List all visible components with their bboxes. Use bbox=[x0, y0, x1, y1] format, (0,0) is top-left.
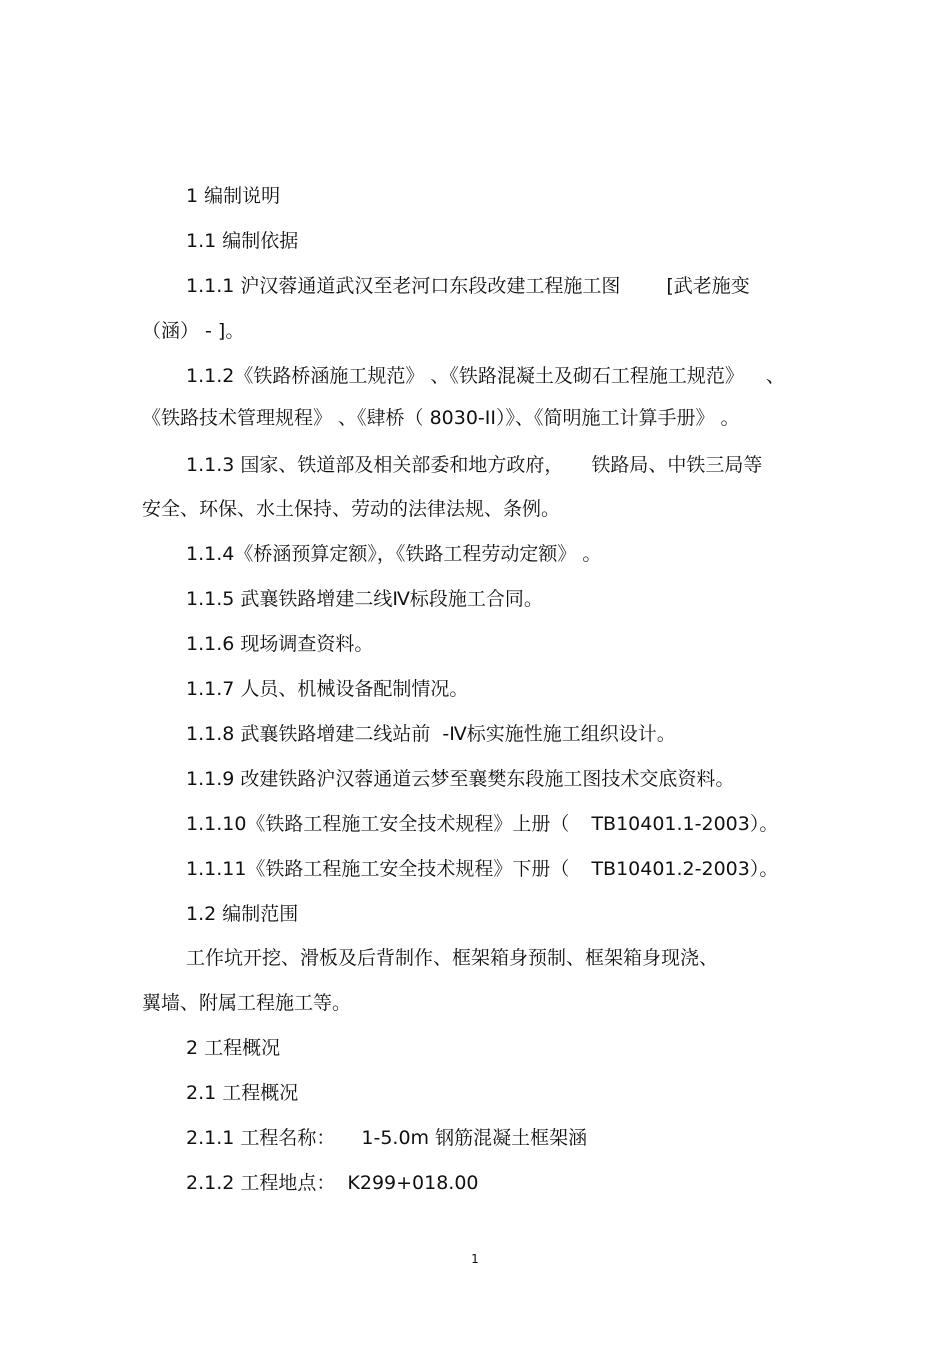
paragraph-1-1-11: 1.1.11《铁路工程施工安全技术规程》下册（ TB10401.2-2003）。 bbox=[186, 858, 779, 880]
paragraph-1-1-1-line-1: 1.1.1 沪汉蓉通道武汉至老河口东段改建工程施工图 [武老施变 bbox=[186, 275, 750, 297]
paragraph-2-1-2: 2.1.2 工程地点： K299+018.00 bbox=[186, 1172, 479, 1194]
paragraph-1-1-2-line-1: 1.1.2《铁路桥涵施工规范》 、《铁路混凝土及砌石工程施工规范》 、 bbox=[186, 365, 785, 387]
scope-paragraph-line-1: 工作坑开挖、滑板及后背制作、框架箱身预制、框架箱身现浇、 bbox=[186, 947, 719, 969]
section-heading-1-1: 1.1 编制依据 bbox=[186, 230, 299, 252]
paragraph-1-1-10: 1.1.10《铁路工程施工安全技术规程》上册（ TB10401.1-2003）。 bbox=[186, 813, 779, 835]
paragraph-1-1-1-line-2: （涵） - ]。 bbox=[142, 320, 245, 342]
paragraph-1-1-4: 1.1.4《桥涵预算定额》，《铁路工程劳动定额》 。 bbox=[186, 543, 602, 565]
paragraph-1-1-7: 1.1.7 人员、机械设备配制情况。 bbox=[186, 678, 469, 700]
section-heading-2-1: 2.1 工程概况 bbox=[186, 1082, 299, 1104]
paragraph-2-1-1: 2.1.1 工程名称： 1-5.0m 钢筋混凝土框架涵 bbox=[186, 1127, 588, 1149]
paragraph-1-1-3-line-1: 1.1.3 国家、铁道部及相关部委和地方政府， 铁路局、中铁三局等 bbox=[186, 454, 763, 476]
scope-paragraph-line-2: 翼墙、附属工程施工等。 bbox=[142, 992, 352, 1014]
paragraph-1-1-6: 1.1.6 现场调查资料。 bbox=[186, 633, 374, 655]
paragraph-1-1-2-line-2: 《铁路技术管理规程》 、《肆桥（ 8030-II）》、《简明施工计算手册》 。 bbox=[142, 407, 740, 429]
paragraph-1-1-5: 1.1.5 武襄铁路增建二线Ⅳ标段施工合同。 bbox=[186, 588, 543, 610]
paragraph-1-1-9: 1.1.9 改建铁路沪汉蓉通道云梦至襄樊东段施工图技术交底资料。 bbox=[186, 768, 735, 790]
section-heading-1-2: 1.2 编制范围 bbox=[186, 903, 299, 925]
paragraph-1-1-8: 1.1.8 武襄铁路增建二线站前 -Ⅳ标实施性施工组织设计。 bbox=[186, 723, 676, 745]
paragraph-1-1-3-line-2: 安全、环保、水土保持、劳动的法律法规、条例。 bbox=[142, 498, 561, 520]
section-heading-2: 2 工程概况 bbox=[186, 1037, 281, 1059]
section-heading-1: 1 编制说明 bbox=[186, 185, 281, 207]
page-number: 1 bbox=[471, 1252, 479, 1266]
